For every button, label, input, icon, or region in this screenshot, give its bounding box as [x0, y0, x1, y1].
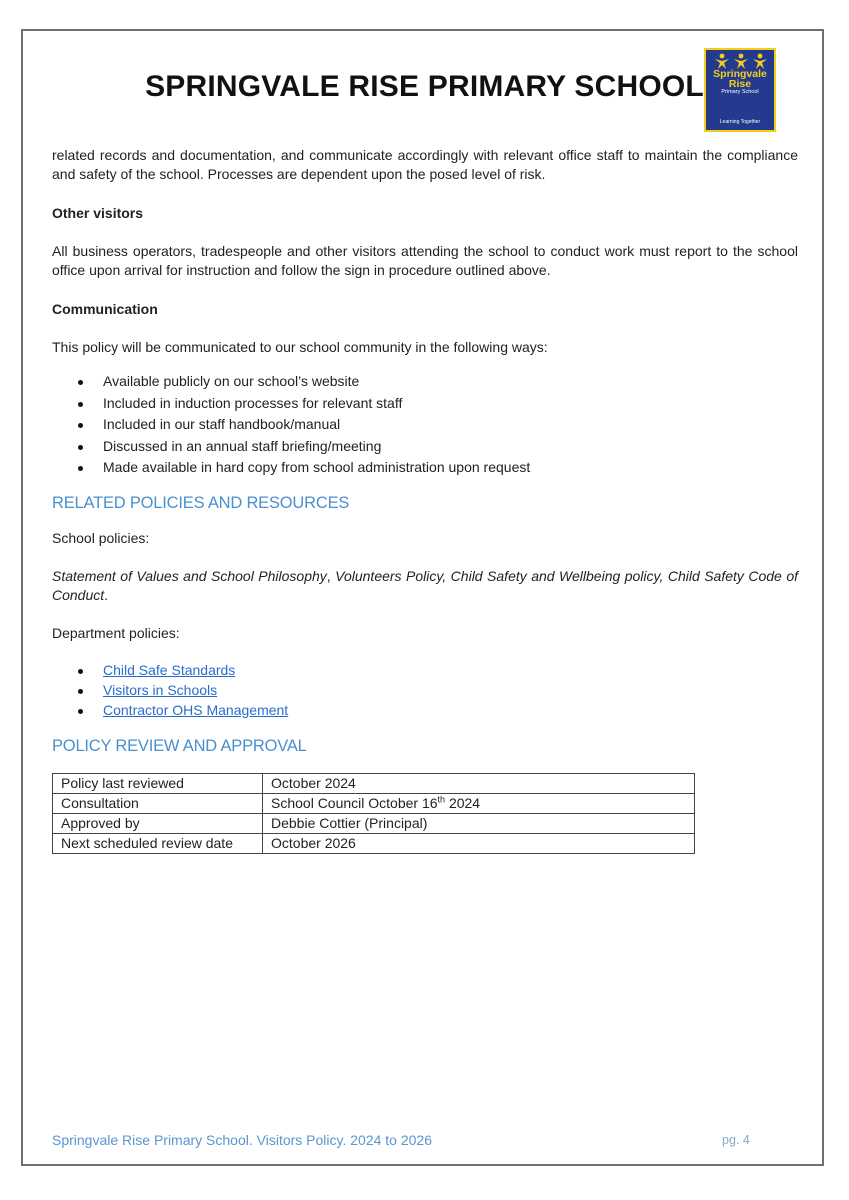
- table-row: [53, 833, 695, 853]
- department-policies-list: [52, 660, 798, 720]
- list-item: Included in our staff handbook/manual: [52, 414, 798, 436]
- link-visitors-in-schools[interactable]: Visitors in Schools: [103, 681, 218, 698]
- list-item: [52, 680, 798, 700]
- link-child-safe-standards[interactable]: Child Safe Standards: [103, 661, 236, 678]
- table-cell-label: Consultation: [53, 793, 263, 813]
- table-row: [53, 813, 695, 833]
- table-cell-value: October 2026: [263, 833, 695, 853]
- document-body: [52, 146, 798, 854]
- communication-heading: Communication: [52, 301, 158, 317]
- school-policies-label: School policies:: [52, 529, 150, 546]
- table-cell-label: Next scheduled review date: [53, 833, 263, 853]
- related-policies-heading: RELATED POLICIES AND RESOURCES: [52, 493, 350, 512]
- other-visitors-heading: Other visitors: [52, 205, 144, 221]
- footer-text: Springvale Rise Primary School. Visitors Policy. 2024 to 2026: [52, 1132, 432, 1148]
- policy-review-heading: POLICY REVIEW AND APPROVAL: [52, 736, 307, 755]
- communication-intro: This policy will be communicated to our school community in the following ways:: [52, 339, 548, 355]
- table-cell-value: School Council October 16th 2024: [263, 793, 695, 813]
- table-cell-label: Policy last reviewed: [53, 773, 263, 793]
- list-item: Available publicly on our school’s website: [52, 371, 798, 393]
- logo-tagline: Learning Together: [719, 119, 761, 125]
- list-item: [52, 660, 798, 680]
- logo-subtitle: Primary School: [721, 89, 759, 95]
- department-policies-label: Department policies:: [52, 624, 180, 641]
- logo-name: Springvale Rise: [713, 68, 767, 90]
- school-title: SPRINGVALE RISE PRIMARY SCHOOL: [145, 70, 704, 103]
- table-cell-label: Approved by: [53, 813, 263, 833]
- list-item: Included in induction processes for relevant staff: [52, 393, 798, 415]
- school-logo: [704, 48, 776, 132]
- table-row: [53, 773, 695, 793]
- link-contractor-ohs-management[interactable]: Contractor OHS Management: [103, 701, 289, 718]
- continued-paragraph: related records and documentation, and communicate accordingly with relevant office staff to maintain the compliance and safety of the school. Processes are dependent upon the posed level of risk.: [52, 147, 798, 182]
- table-cell-value: Debbie Cottier (Principal): [263, 813, 695, 833]
- school-policies-list: Statement of Values and School Philosophy, Volunteers Policy, Child Safety and Wellbeing policy, Child Safety Code of Conduct.: [52, 567, 798, 603]
- list-item: Made available in hard copy from school administration upon request: [52, 457, 798, 479]
- page-number: pg. 4: [722, 1133, 750, 1147]
- table-row: [53, 793, 695, 813]
- list-item: [52, 700, 798, 720]
- communication-list: [52, 371, 798, 479]
- other-visitors-paragraph: All business operators, tradespeople and other visitors attending the school to conduct work must report to the school office upon arrival for instruction and follow the sign in procedure outlined above.: [52, 243, 798, 278]
- list-item: Discussed in an annual staff briefing/meeting: [52, 436, 798, 458]
- table-cell-value: October 2024: [263, 773, 695, 793]
- review-table: [52, 773, 695, 854]
